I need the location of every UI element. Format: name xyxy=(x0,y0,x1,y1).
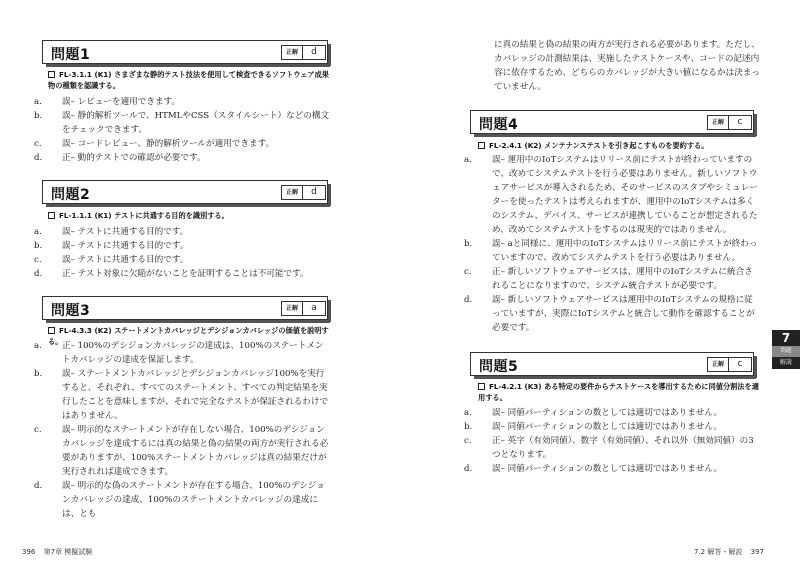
chapter-tab xyxy=(772,330,800,372)
answer-box xyxy=(281,185,326,200)
list-item: a. 誤– レビューを適用できます。 xyxy=(34,97,181,107)
list-item: c. 正– 新しいソフトウェアサービスは、運用中のIoTシステムに統合されることになりますので、システム統合テストが必要です。 xyxy=(464,267,753,291)
list-item: a. 誤– テストに共通する目的です。 xyxy=(34,227,189,237)
list-item: c. 誤– コードレビュー、静的解析ツールが適用できます。 xyxy=(34,139,275,149)
answer-list xyxy=(34,95,330,165)
list-item: a. 誤– 運用中のIoTシステムはリリース前にテストが終わっていますので、改めてシステムテストを行う必要はありません。新しいソフトウェアサービスが導入されるため、そのサービスのスタブやシミュレーターを使ったテストは考えられますが、運用中のIoTシステムは多くのシステム、デバイス、サービスが連携していることが想定されるため、改めてシステムテストをするのは現実的ではありません。 xyxy=(464,155,758,235)
list-item: d. 正– 動的テストでの確認が必要です。 xyxy=(34,153,206,163)
answer-list xyxy=(464,406,758,476)
question-title: 問題5 xyxy=(479,359,519,375)
page-footer-right xyxy=(694,547,764,557)
answer-box xyxy=(707,357,752,372)
question-title: 問題2 xyxy=(51,187,91,203)
checkbox-icon xyxy=(478,142,485,149)
list-item: b. 誤– aと同様に、運用中のIoTシステムはリリース前にテストが終わっていますので、改めてシステムテストを行う必要はありません。 xyxy=(464,239,758,263)
checkbox-icon xyxy=(48,212,55,219)
answer-label: 正解 xyxy=(282,186,303,199)
question-title: 問題4 xyxy=(479,117,519,133)
answer-list xyxy=(34,225,330,281)
question-header-2 xyxy=(42,180,328,204)
learning-objective: FL-4.2.1 (K3) ある特定の要件からテストケースを導出するために同値分割法を適用する。 xyxy=(478,382,759,402)
chapter-tab-number: 7 xyxy=(772,330,800,346)
question-title: 問題3 xyxy=(51,303,91,319)
answer-value: c xyxy=(737,359,743,369)
learning-objective: FL-1.1.1 (K1) テストに共通する目的を識別する。 xyxy=(48,210,330,221)
answer-box xyxy=(281,301,326,316)
answer-box xyxy=(707,115,752,130)
question-header-5 xyxy=(470,352,754,376)
list-item: d. 誤– 新しいソフトウェアサービスは運用中のIoTシステムの規格に従っていますが、実際にIoTシステムと統合して動作を確認することが必要です。 xyxy=(464,295,755,333)
list-item: b. 誤– 同値パーティションの数としては適切ではありません。 xyxy=(464,422,723,432)
learning-objective: FL-4.3.3 (K2) ステートメントカバレッジとデシジョンカバレッジの価値を説明する。 xyxy=(48,326,329,346)
continuation-text: に真の結果と偽の結果の両方が実行される必要があります。ただし、カバレッジの計測結果は、実施したテストケースや、コードの記述内容に依存するため、どちらのカバレッジが大きい値になるかは決まっていません。 xyxy=(494,40,760,92)
list-item: b. 誤– テストに共通する目的です。 xyxy=(34,241,189,251)
answer-value: d xyxy=(311,47,317,57)
page-footer-left xyxy=(22,547,92,557)
page-number: 397 xyxy=(750,548,764,556)
list-item: a. 誤– 同値パーティションの数としては適切ではありません。 xyxy=(464,408,723,418)
checkbox-icon xyxy=(48,71,55,78)
list-item: c. 誤– テストに共通する目的です。 xyxy=(34,255,189,265)
answer-value: c xyxy=(737,117,743,127)
answer-label: 正解 xyxy=(282,302,303,315)
answer-list xyxy=(34,339,332,521)
checkbox-icon xyxy=(478,383,485,390)
answer-value: a xyxy=(311,303,317,313)
question-title: 問題1 xyxy=(51,47,91,63)
checkbox-icon xyxy=(48,327,55,334)
list-item: c. 正– 英字（有効同値）、数字（有効同値）、それ以外（無効同値）の3つとなります。 xyxy=(464,436,754,460)
answer-value: d xyxy=(311,187,317,197)
question-header-4 xyxy=(470,110,754,134)
learning-objective: FL-3.1.1 (K1) さまざまな静的テスト技法を使用して検査できるソフトウェア成果物の種類を認識する。 xyxy=(48,70,329,90)
answer-label: 正解 xyxy=(708,358,729,371)
section-label: 7.2 解答・解説 xyxy=(694,548,743,556)
question-header-1 xyxy=(42,40,328,64)
list-item: a. 正– 100%のデシジョンカバレッジの達成は、100%のステートメントカバレッジの達成を保証します。 xyxy=(34,341,324,365)
list-item: d. 正– テスト対象に欠陥がないことを証明することは不可能です。 xyxy=(34,269,309,279)
list-item: d. 誤– 明示的な偽のステートメントが存在する場合、100%のデシジョンカバレッジの達成、100%のステートメントカバレッジの達成には、とも xyxy=(34,481,325,519)
answer-label: 正解 xyxy=(282,46,303,59)
question-header-3 xyxy=(42,296,328,320)
chapter-tab-label: 解説 xyxy=(772,357,800,369)
list-item: b. 誤– ステートメントカバレッジとデシジョンカバレッジ100%を実行すると、それぞれ、すべてのステートメント、すべての判定結果を実行したことを意味しますが、それで完全なテストが保証されるわけではありません。 xyxy=(34,369,329,421)
list-item: b. 誤– 静的解析ツールで、HTMLやCSS（スタイルシート）などの構文をチェックできます。 xyxy=(34,111,330,135)
answer-list xyxy=(464,153,758,335)
answer-box xyxy=(281,45,326,60)
chapter-tab-label: 問題 xyxy=(772,346,800,357)
list-item: c. 誤– 明示的なステートメントが存在しない場合、100%のデシジョンカバレッジを達成するには真の結果と偽の結果の両方が実行される必要がありますが、100%ステートメントカバレッジは真の結果だけが実行されれば達成できます。 xyxy=(34,425,329,477)
list-item: d. 誤– 同値パーティションの数としては適切ではありません。 xyxy=(464,464,723,474)
page-number: 396 xyxy=(22,548,36,556)
chapter-label: 第7章 模擬試験 xyxy=(43,548,93,556)
learning-objective: FL-2.4.1 (K2) メンテナンステストを引き起こすものを要約する。 xyxy=(478,140,760,151)
answer-label: 正解 xyxy=(708,116,729,129)
